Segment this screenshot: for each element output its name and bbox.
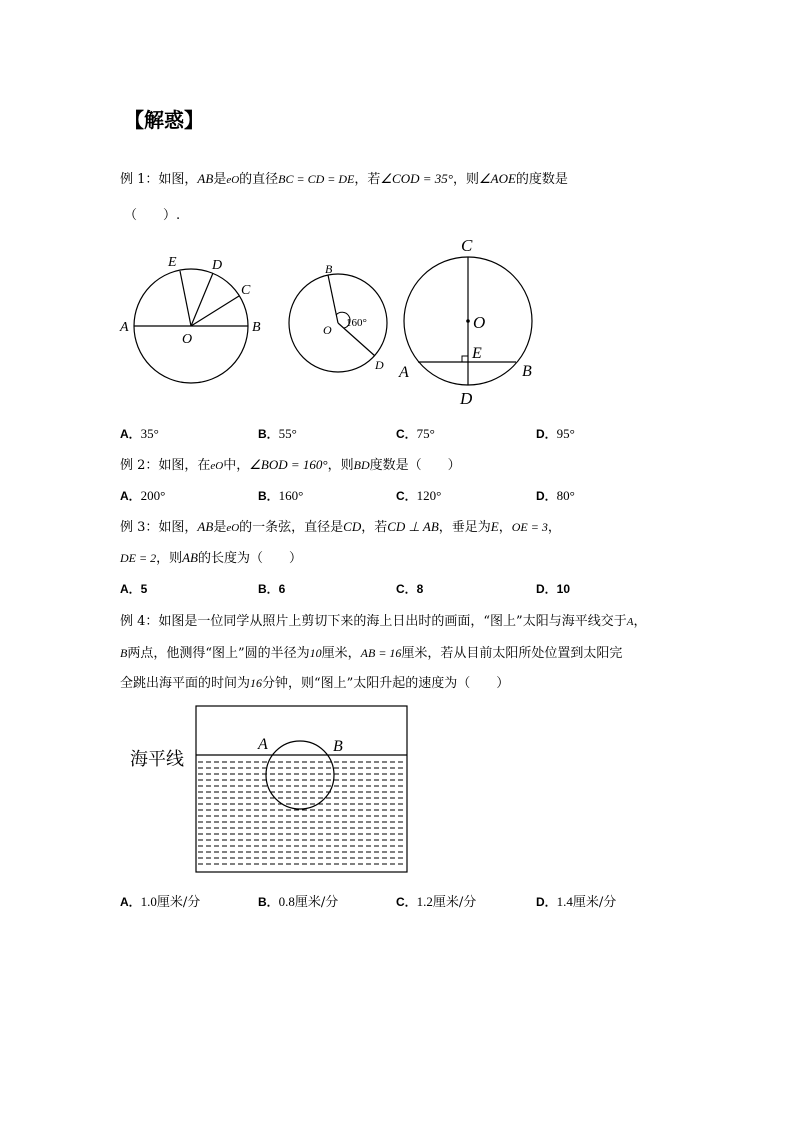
fig1-label-b: B	[252, 320, 261, 335]
fig3-center-dot	[466, 319, 470, 323]
ex4-option-d-value: 1.4	[556, 894, 573, 909]
ex1-option-c-label: C．	[396, 427, 417, 441]
ex3-option-d-value: 10	[556, 582, 571, 596]
fig3-label-o: O	[473, 313, 486, 332]
ex1-text-6: 的度数是	[515, 172, 568, 187]
fig4-label-b: B	[333, 738, 343, 755]
fig1-radius-od	[191, 273, 213, 326]
ex2-option-a[interactable]	[120, 485, 165, 504]
ex1-option-d-value: 95°	[556, 426, 575, 441]
ex4-radius: 10	[309, 646, 322, 660]
ex4-line-3-text-b: 分钟，则“图上”太阳升起的速度为（ ）	[262, 676, 510, 691]
ex3-option-a-value: 5	[140, 582, 148, 596]
fig1-label-o: O	[182, 332, 193, 347]
ex4-option-c-label: C．	[396, 895, 417, 909]
example-1-question	[120, 168, 568, 187]
fig4-sea-dashes	[198, 762, 405, 864]
ex4-a: A	[626, 616, 634, 628]
ex2-option-d[interactable]	[536, 485, 575, 504]
ex2-option-c-label: C．	[396, 489, 417, 503]
example-3-question-line-2	[120, 547, 302, 566]
fig1-label-e: E	[168, 255, 177, 270]
ex1-arcs: BC = CD = DE	[278, 172, 355, 186]
fig3-label-e: E	[472, 345, 482, 362]
ex4-comma: ，	[633, 614, 647, 629]
ex2-circle-symbol: eO	[210, 460, 224, 472]
ex1-option-c[interactable]	[396, 423, 435, 442]
fig2-label-d: D	[375, 358, 384, 372]
example-4-question-line-2	[120, 642, 622, 661]
ex3-option-d-label: D．	[536, 582, 557, 596]
ex3-de: DE = 2	[120, 551, 157, 565]
figure-1	[118, 250, 278, 390]
ex4-option-c-value: 1.2	[416, 894, 433, 909]
ex2-text-4: 度数是（ ）	[369, 458, 461, 473]
ex2-text-3: ，则	[327, 458, 354, 473]
ex3-option-a-label: A．	[120, 582, 141, 596]
ex3-text-4: ，若	[361, 520, 388, 535]
fig1-label-d: D	[212, 258, 223, 273]
fig3-right-angle-mark	[462, 356, 468, 362]
ex3-option-c[interactable]	[396, 578, 423, 597]
ex3-perp: CD ⊥ AB	[387, 519, 439, 534]
ex2-option-a-value: 200°	[140, 488, 166, 503]
fig4-label-a: A	[258, 736, 268, 753]
ex1-text-4: ，若	[354, 172, 381, 187]
ex1-option-a-label: A．	[120, 427, 141, 441]
ex3-text-5: ，垂足为	[438, 520, 491, 535]
fig3-label-d: D	[460, 389, 473, 408]
example-4-question-line-1	[120, 610, 646, 629]
fig4-horizon-label: 海平线	[130, 749, 184, 769]
ex3-cd: CD	[343, 519, 362, 534]
fig4-sun-circle	[266, 741, 334, 809]
ex4-line-2-text-b: 厘米，	[321, 646, 361, 661]
ex1-ab: AB	[197, 171, 214, 186]
ex4-time: 16	[250, 676, 263, 690]
ex3-option-b[interactable]	[258, 578, 285, 597]
fig3-label-a: A	[399, 364, 409, 381]
ex4-option-b[interactable]	[258, 891, 338, 910]
ex4-option-a-unit: 厘米/分	[156, 895, 201, 910]
section-heading: 【解惑】	[124, 108, 204, 132]
ex1-text-5: ，则	[452, 172, 479, 187]
ex2-option-b[interactable]	[258, 485, 303, 504]
ex1-option-b-value: 55°	[278, 426, 297, 441]
ex3-option-c-label: C．	[396, 582, 417, 596]
ex3-option-c-value: 8	[416, 582, 424, 596]
example-2-label: 例 2：	[120, 458, 159, 473]
fig4-photo-frame	[196, 706, 407, 872]
ex4-ab: AB = 16	[360, 646, 402, 660]
figure-4	[125, 700, 415, 875]
fig1-label-a: A	[120, 320, 129, 335]
ex4-option-d-unit: 厘米/分	[572, 895, 617, 910]
example-4-label: 例 4：	[120, 614, 159, 629]
ex3-text-3: 的一条弦，直径是	[239, 520, 344, 535]
fig1-label-c: C	[241, 283, 251, 298]
ex3-text-8: ，则	[156, 551, 183, 566]
ex1-answer-paren: （ ）.	[124, 208, 181, 223]
ex2-text-1: 如图，在	[158, 458, 211, 473]
ex3-text-7: ，	[547, 520, 561, 535]
ex4-option-b-unit: 厘米/分	[294, 895, 339, 910]
ex1-angle: ∠COD = 35°	[380, 171, 453, 186]
ex3-text-9: 的长度为（ ）	[198, 551, 303, 566]
ex2-option-b-label: B．	[258, 489, 279, 503]
ex1-text-2: 是	[213, 172, 227, 187]
ex4-option-d[interactable]	[536, 891, 616, 910]
fig1-radius-oe	[180, 271, 191, 326]
ex3-option-b-label: B．	[258, 582, 279, 596]
fig3-label-b: B	[522, 363, 532, 380]
ex3-option-a[interactable]	[120, 578, 147, 597]
ex4-line-3-text-a: 全跳出海平面的时间为	[120, 676, 251, 691]
ex1-text-3: 的直径	[239, 172, 279, 187]
ex1-option-a[interactable]	[120, 423, 159, 442]
fig3-label-c: C	[461, 236, 473, 255]
fig2-label-b: B	[325, 262, 333, 276]
ex4-option-a-value: 1.0	[140, 894, 157, 909]
figure-2	[283, 255, 398, 380]
example-1-label: 例 1：	[120, 172, 159, 187]
fig2-angle-label: 160°	[346, 317, 367, 329]
ex2-option-a-label: A．	[120, 489, 141, 503]
ex1-option-a-value: 35°	[140, 426, 159, 441]
fig1-radius-oc	[191, 296, 239, 326]
fig2-label-o: O	[323, 323, 332, 337]
ex3-oe: OE = 3	[511, 520, 548, 534]
ex1-option-b[interactable]	[258, 423, 297, 442]
ex1-option-b-label: B．	[258, 427, 279, 441]
ex2-option-d-label: D．	[536, 489, 557, 503]
ex4-option-b-value: 0.8	[278, 894, 295, 909]
ex2-option-b-value: 160°	[278, 488, 304, 503]
ex1-text-1: 如图，	[158, 172, 198, 187]
example-3-question-line-1	[120, 516, 561, 535]
fig2-radius-ob	[328, 275, 338, 323]
ex4-b: B	[120, 646, 128, 660]
ex3-text-1: 如图，	[158, 520, 198, 535]
ex1-option-d-label: D．	[536, 427, 557, 441]
ex4-option-b-label: B．	[258, 895, 279, 909]
ex4-line-1-text: 如图是一位同学从照片上剪切下来的海上日出时的画面，“图上”太阳与海平线交于	[158, 614, 627, 629]
ex4-option-c[interactable]	[396, 891, 476, 910]
ex4-line-2-text-c: 厘米，若从目前太阳所处位置到太阳完	[401, 646, 623, 661]
ex3-circle-symbol: eO	[226, 522, 240, 534]
ex1-option-d[interactable]	[536, 423, 575, 442]
ex4-line-2-text-a: 两点，他测得“图上”圆的半径为	[127, 646, 310, 661]
ex3-text-2: 是	[213, 520, 227, 535]
example-2-question	[120, 454, 461, 473]
ex3-ab: AB	[197, 519, 214, 534]
ex2-arc: BD	[353, 458, 370, 472]
ex4-option-d-label: D．	[536, 895, 557, 909]
ex2-text-2: 中，	[223, 458, 250, 473]
ex1-option-c-value: 75°	[416, 426, 435, 441]
ex3-ab-2: AB	[182, 550, 198, 565]
ex4-option-a-label: A．	[120, 895, 141, 909]
ex3-e: E	[490, 519, 499, 534]
ex4-option-c-unit: 厘米/分	[432, 895, 477, 910]
ex1-target-angle: ∠AOE	[478, 171, 516, 186]
figure-3	[395, 234, 545, 409]
ex3-option-d[interactable]	[536, 578, 570, 597]
ex3-text-6: ，	[498, 520, 512, 535]
ex2-option-d-value: 80°	[556, 488, 575, 503]
example-3-label: 例 3：	[120, 520, 159, 535]
ex2-option-c-value: 120°	[416, 488, 442, 503]
ex2-option-c[interactable]	[396, 485, 441, 504]
ex4-option-a[interactable]	[120, 891, 200, 910]
ex3-option-b-value: 6	[278, 582, 286, 596]
ex2-angle: ∠BOD = 160°	[249, 457, 328, 472]
ex1-circle-symbol: eO	[226, 174, 240, 186]
example-4-question-line-3	[120, 672, 509, 691]
